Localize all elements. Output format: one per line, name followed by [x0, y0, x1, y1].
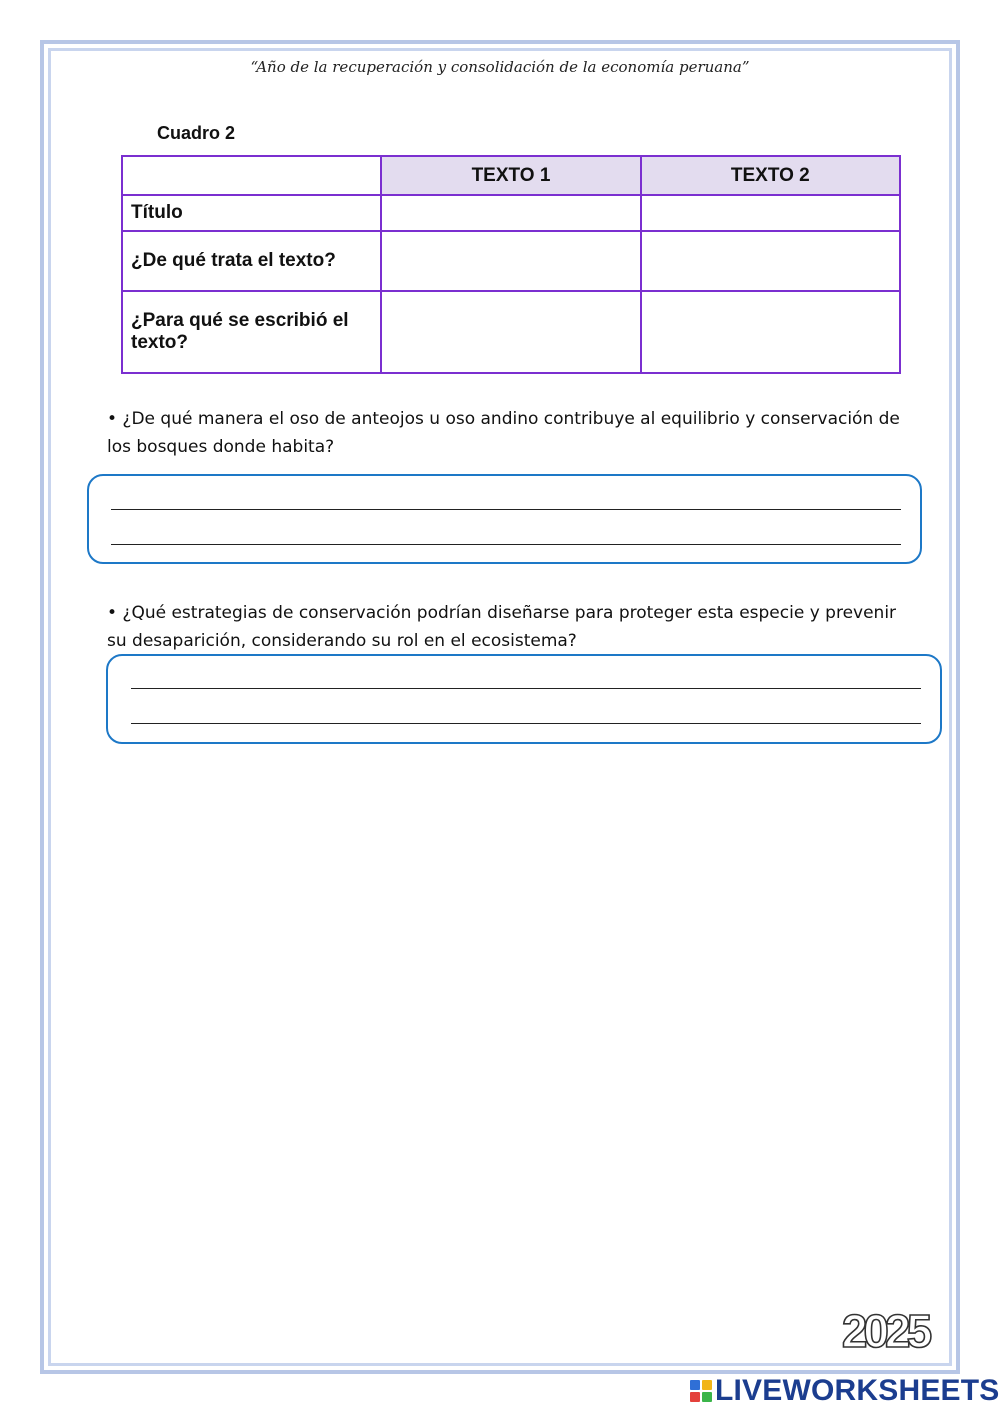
answer-cell-titulo-texto-1[interactable] [381, 195, 640, 231]
table-row [122, 231, 900, 291]
answer-cell-de-que-trata-texto-2[interactable] [641, 231, 900, 291]
answer-cell-de-que-trata-texto-1[interactable] [381, 231, 640, 291]
table-header-row [122, 156, 900, 195]
table-header-texto-2: TEXTO 2 [641, 156, 900, 195]
question-2-text: • ¿Qué estrategias de conservación podrían diseñarse para proteger esta especie y prevenir su desaparición, considerando su rol en el ecosistema? [107, 603, 897, 651]
question-1-answer-line-1[interactable] [111, 509, 901, 510]
liveworksheets-icon [690, 1380, 712, 1402]
question-2-answer-line-1[interactable] [131, 688, 921, 689]
question-2-answer-box [106, 654, 942, 744]
answer-cell-para-que-texto-2[interactable] [641, 291, 900, 373]
liveworksheets-brand: LIVEWORKSHEETS [715, 1374, 1000, 1407]
question-2-answer-line-2[interactable] [131, 723, 921, 724]
table-caption: Cuadro 2 [157, 123, 236, 143]
question-1-answer-line-2[interactable] [111, 544, 901, 545]
year-2025-logo [833, 1306, 937, 1354]
table-row [122, 291, 900, 373]
table-header-empty [122, 156, 381, 195]
liveworksheets-logo [690, 1374, 1000, 1408]
row-label-para-que: ¿Para qué se escribió el texto? [122, 291, 381, 373]
year-motto: “Año de la recuperación y consolidación de la economía peruana” [250, 58, 750, 76]
row-label-de-que-trata: ¿De qué trata el texto? [122, 231, 381, 291]
question-1-answer-box [87, 474, 922, 564]
question-1-text: • ¿De qué manera el oso de anteojos u oso andino contribuye al equilibrio y conservación de los bosques donde habita? [107, 409, 900, 457]
table-header-texto-1: TEXTO 1 [381, 156, 640, 195]
year-2025-text: 2025 [841, 1306, 929, 1354]
answer-cell-titulo-texto-2[interactable] [641, 195, 900, 231]
row-label-titulo: Título [122, 195, 381, 231]
table-row [122, 195, 900, 231]
answer-cell-para-que-texto-1[interactable] [381, 291, 640, 373]
comparison-table [121, 155, 901, 374]
